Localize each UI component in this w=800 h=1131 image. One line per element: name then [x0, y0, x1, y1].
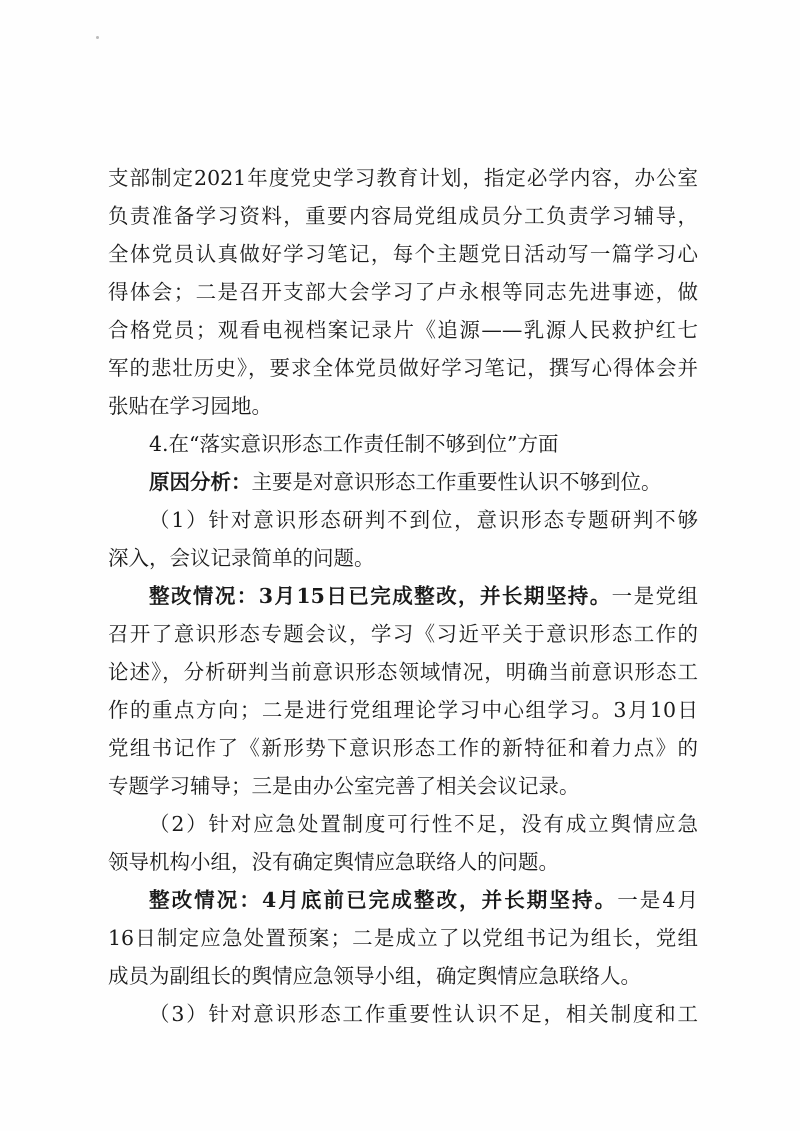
paragraph-line: 领导机构小组，没有确定舆情应急联络人的问题。 — [108, 850, 559, 874]
cause-analysis-line: 原因分析：主要是对意识形态工作重要性认识不够到位。 — [149, 470, 662, 494]
scan-speck — [96, 36, 99, 39]
document-body — [108, 159, 698, 1033]
paragraph-line: 作的重点方向；二是进行党组理论学习中心组学习。3月10日 — [108, 698, 698, 722]
paragraph-line: 负责准备学习资料，重要内容局党组成员分工负责学习辅导， — [108, 204, 698, 228]
paragraph-line: 军的悲壮历史》，要求全体党员做好学习笔记，撰写心得体会并 — [108, 356, 698, 380]
paragraph-line: 16日制定应急处置预案；二是成立了以党组书记为组长，党组 — [108, 926, 698, 950]
paragraph-line: 党组书记作了《新形势下意识形态工作的新特征和着力点》的 — [108, 736, 698, 760]
paragraph-line: 召开了意识形态专题会议，学习《习近平关于意识形态工作的 — [108, 622, 698, 646]
paragraph-line: 得体会；二是召开支部大会学习了卢永根等同志先进事迹，做 — [108, 280, 698, 304]
paragraph-line: 张贴在学习园地。 — [108, 394, 272, 418]
paragraph-line: 深入，会议记录简单的问题。 — [108, 546, 375, 570]
rectification-status-1: 整改情况：3月15日已完成整改，并长期坚持。一是党组 — [149, 584, 698, 608]
issue-item-1: （1）针对意识形态研判不到位，意识形态专题研判不够 — [149, 508, 698, 532]
paragraph-line: 论述》，分析研判当前意识形态领域情况，明确当前意识形态工 — [108, 660, 698, 684]
issue-item-3: （3）针对意识形态工作重要性认识不足，相关制度和工 — [149, 1002, 698, 1026]
section-heading: 4.在“落实意识形态工作责任制不够到位”方面 — [149, 432, 559, 456]
paragraph-line: 合格党员；观看电视档案记录片《追源——乳源人民救护红七 — [108, 318, 698, 342]
paragraph-line: 支部制定2021年度党史学习教育计划，指定必学内容，办公室 — [108, 166, 698, 190]
issue-item-2: （2）针对应急处置制度可行性不足，没有成立舆情应急 — [149, 812, 698, 836]
paragraph-line: 专题学习辅导；三是由办公室完善了相关会议记录。 — [108, 774, 580, 798]
rectification-status-2: 整改情况：4月底前已完成整改，并长期坚持。一是4月 — [149, 888, 698, 912]
paragraph-line: 全体党员认真做好学习笔记，每个主题党日活动写一篇学习心 — [108, 242, 698, 266]
paragraph-line: 成员为副组长的舆情应急领导小组，确定舆情应急联络人。 — [108, 964, 641, 988]
